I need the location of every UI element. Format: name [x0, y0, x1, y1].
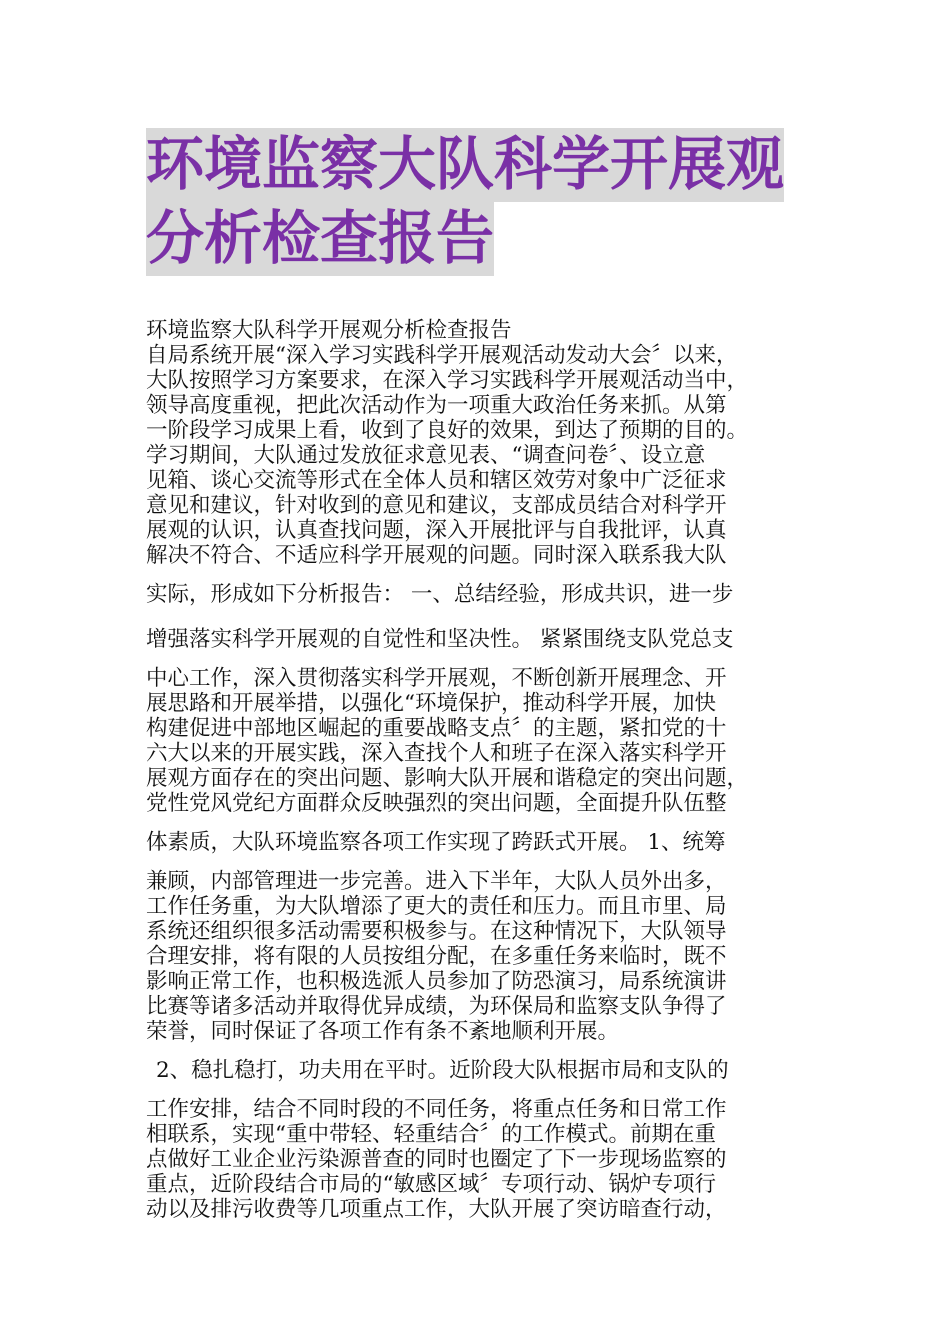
body-line: 展观的认识，认真查找问题，深入开展批评与自我批评，认真 [146, 518, 727, 543]
body-line: 兼顾，内部管理进一步完善。进入下半年，大队人员外出多， [146, 869, 727, 894]
body-line: 增强落实科学开展观的自觉性和坚决性。 紧紧围绕支队党总支 [146, 627, 734, 652]
body-line: 合理安排，将有限的人员按组分配，在多重任务来临时，既不 [146, 944, 727, 969]
body-line: 意见和建议，针对收到的意见和建议，支部成员结合对科学开 [146, 493, 727, 518]
page-title [146, 127, 826, 275]
body-line: 工作任务重，为大队增添了更大的责任和压力。而且市里、局 [146, 894, 727, 919]
subtitle-line: 环境监察大队科学开展观分析检查报告 [146, 318, 512, 343]
title-line-2: 分析检查报告 [146, 202, 494, 276]
body-line: 一阶段学习成果上看，收到了良好的效果，到达了预期的目的。 [146, 418, 749, 443]
body-line: 大队按照学习方案要求，在深入学习实践科学开展观活动当中， [146, 368, 749, 393]
body-line: 学习期间，大队通过发放征求意见表、“调查问卷〞、设立意 [146, 443, 706, 468]
body-line: 荣誉，同时保证了各项工作有条不紊地顺利开展。 [146, 1019, 620, 1044]
document-body [146, 318, 810, 1222]
body-line: 系统还组织很多活动需要积极参与。在这种情况下，大队领导 [146, 919, 727, 944]
body-line: 六大以来的开展实践，深入查找个人和班子在深入落实科学开 [146, 741, 727, 766]
body-line: 自局系统开展“深入学习实践科学开展观活动发动大会〞以来， [146, 343, 738, 368]
body-line: 中心工作，深入贯彻落实科学开展观，不断创新开展理念、开 [146, 666, 727, 691]
body-line: 2、稳扎稳打，功夫用在平时。近阶段大队根据市局和支队的 [156, 1058, 729, 1083]
body-line: 动以及排污收费等几项重点工作，大队开展了突访暗查行动， [146, 1197, 727, 1222]
body-line: 实际，形成如下分析报告： 一、总结经验，形成共识，进一步 [146, 582, 734, 607]
body-line: 展观方面存在的突出问题、影响大队开展和谐稳定的突出问题， [146, 766, 749, 791]
title-line-1: 环境监察大队科学开展观 [146, 128, 784, 202]
body-line: 比赛等诸多活动并取得优异成绩，为环保局和监察支队争得了 [146, 994, 727, 1019]
body-line: 党性党风党纪方面群众反映强烈的突出问题，全面提升队伍整 [146, 791, 727, 816]
body-line: 点做好工业企业污染源普查的同时也圈定了下一步现场监察的 [146, 1147, 727, 1172]
body-line: 体素质，大队环境监察各项工作实现了跨跃式开展。 1、统筹 [146, 830, 726, 855]
body-line: 见箱、谈心交流等形式在全体人员和辖区效劳对象中广泛征求 [146, 468, 727, 493]
body-line: 工作安排，结合不同时段的不同任务，将重点任务和日常工作 [146, 1097, 727, 1122]
body-line: 解决不符合、不适应科学开展观的问题。同时深入联系我大队 [146, 543, 727, 568]
body-line: 领导高度重视，把此次活动作为一项重大政治任务来抓。从第 [146, 393, 727, 418]
body-line: 重点，近阶段结合市局的“敏感区域〞专项行动、锅炉专项行 [146, 1172, 716, 1197]
body-line: 构建促进中部地区崛起的重要战略支点〞的主题，紧扣党的十 [146, 716, 727, 741]
body-line: 相联系，实现“重中带轻、轻重结合〞的工作模式。前期在重 [146, 1122, 716, 1147]
body-line: 影响正常工作，也积极选派人员参加了防恐演习，局系统演讲 [146, 969, 727, 994]
body-line: 展思路和开展举措，以强化“环境保护，推动科学开展，加快 [146, 691, 716, 716]
